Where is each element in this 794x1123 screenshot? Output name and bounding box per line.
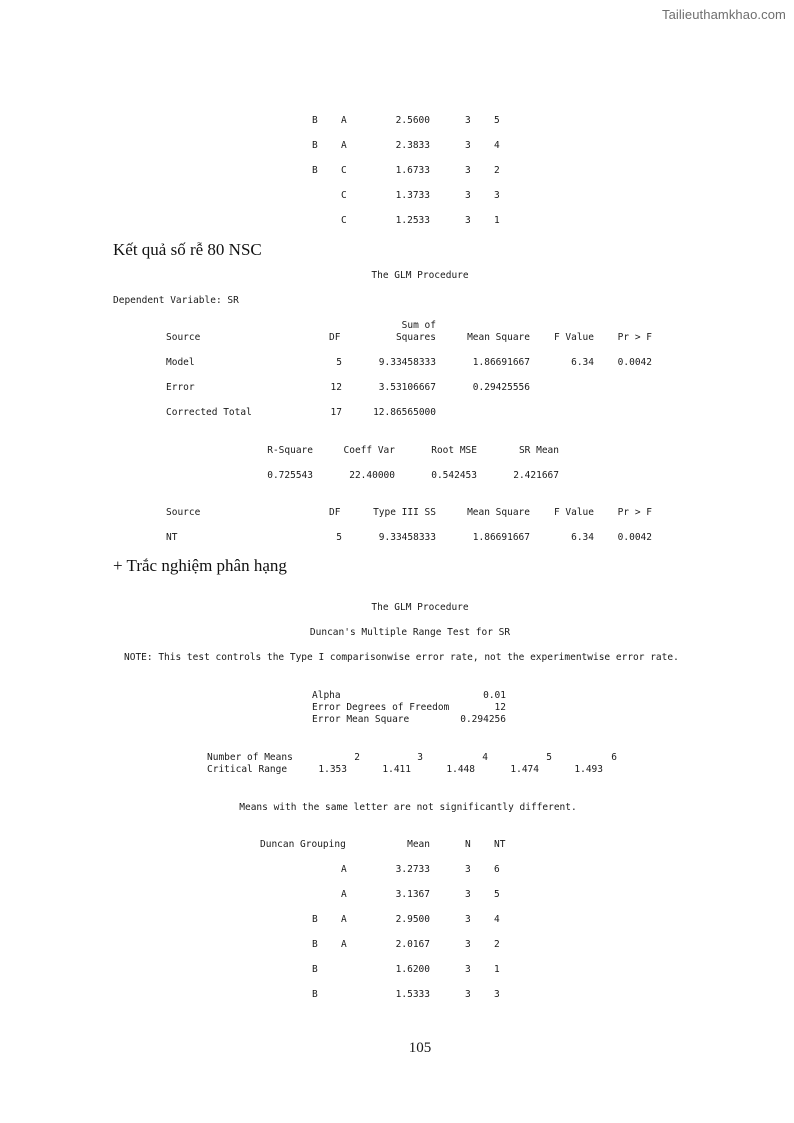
ms-cell: 0.29425556: [472, 382, 530, 393]
header-ms: Mean Square: [467, 507, 530, 518]
n-value: 3: [465, 190, 471, 201]
header-df: DF: [329, 507, 341, 518]
watermark: Tailieuthamkhao.com: [661, 7, 786, 22]
nt-value: 1: [494, 964, 500, 975]
grouping-letter: A: [341, 889, 347, 900]
header-ss: Squares: [395, 332, 436, 343]
mean-value: 1.6733: [395, 165, 430, 176]
f-cell: 6.34: [571, 357, 594, 368]
nt-value: 2: [494, 165, 500, 176]
n-value: 3: [465, 115, 471, 126]
source-cell: Error: [166, 382, 195, 393]
p-cell: 0.0042: [617, 357, 652, 368]
param-value: 12: [494, 702, 506, 713]
grouping-letter: A: [341, 115, 347, 126]
grouping-letter: C: [341, 165, 347, 176]
n-value: 3: [465, 914, 471, 925]
header-ss-top: Sum of: [401, 320, 436, 331]
nt-value: 5: [494, 115, 500, 126]
means-count: 5: [546, 752, 552, 763]
same-letter-note: Means with the same letter are not significantly different.: [239, 802, 577, 813]
ss-cell: 9.33458333: [378, 357, 436, 368]
section-heading: + Trắc nghiệm phân hạng: [113, 556, 287, 575]
header-f: F Value: [553, 507, 594, 518]
n-value: 3: [465, 939, 471, 950]
note-text: NOTE: This test controls the Type I comparisonwise error rate, not the experimentwise error rate.: [124, 652, 679, 663]
critical-value: 1.493: [574, 764, 603, 775]
mean-value: 1.5333: [395, 989, 430, 1000]
header-p: Pr > F: [617, 507, 652, 518]
grouping-letter: B: [312, 140, 318, 151]
n-value: 3: [465, 889, 471, 900]
mean-value: 2.5600: [395, 115, 430, 126]
grouping-letter: B: [312, 115, 318, 126]
page-number: 105: [408, 1040, 432, 1056]
critical-value: 1.411: [382, 764, 411, 775]
grouping-letter: C: [341, 215, 347, 226]
rmse-value: 0.542453: [431, 470, 477, 481]
grouping-letter: A: [341, 939, 347, 950]
nt-value: 6: [494, 864, 500, 875]
header-mean: SR Mean: [518, 445, 559, 456]
header-rmse: Root MSE: [431, 445, 477, 456]
grouping-letter: B: [312, 165, 318, 176]
n-value: 3: [465, 864, 471, 875]
ms-cell: 1.86691667: [472, 357, 530, 368]
ms-cell: 1.86691667: [472, 532, 530, 543]
means-count: 3: [417, 752, 423, 763]
param-value: 0.01: [483, 690, 506, 701]
mean-value: 1.3733: [395, 190, 430, 201]
header-p: Pr > F: [617, 332, 652, 343]
ss-cell: 9.33458333: [378, 532, 436, 543]
header-df: DF: [329, 332, 341, 343]
header-f: F Value: [553, 332, 594, 343]
mean-value: 3.2733: [395, 864, 430, 875]
nt-value: 3: [494, 190, 500, 201]
nt-value: 3: [494, 989, 500, 1000]
df-cell: 12: [330, 382, 342, 393]
param-label: Alpha: [312, 690, 341, 701]
dependent-variable: Dependent Variable: SR: [113, 295, 239, 306]
p-cell: 0.0042: [617, 532, 652, 543]
mean-value: 2.0167: [395, 939, 430, 950]
header-cv: Coeff Var: [343, 445, 395, 456]
nt-value: 2: [494, 939, 500, 950]
df-cell: 17: [330, 407, 342, 418]
rsq-value: 0.725543: [267, 470, 313, 481]
duncan-title: Duncan's Multiple Range Test for SR: [309, 627, 511, 638]
range-label: Number of Means: [207, 752, 293, 763]
header-n: N: [465, 839, 471, 850]
critical-value: 1.353: [318, 764, 347, 775]
source-cell: Model: [166, 357, 195, 368]
param-label: Error Degrees of Freedom: [312, 702, 450, 713]
range-label: Critical Range: [207, 764, 288, 775]
param-value: 0.294256: [460, 714, 506, 725]
grouping-letter: B: [312, 964, 318, 975]
param-label: Error Mean Square: [312, 714, 410, 725]
df-cell: 5: [336, 532, 342, 543]
mean-value: 2.421667: [513, 470, 559, 481]
grouping-letter: A: [341, 914, 347, 925]
source-cell: NT: [166, 532, 178, 543]
header-ss: Type III SS: [373, 507, 436, 518]
nt-value: 1: [494, 215, 500, 226]
glm-title: The GLM Procedure: [371, 602, 469, 613]
header-source: Source: [166, 332, 201, 343]
mean-value: 1.2533: [395, 215, 430, 226]
ss-cell: 3.53106667: [378, 382, 436, 393]
nt-value: 4: [494, 140, 500, 151]
critical-value: 1.448: [446, 764, 475, 775]
ss-cell: 12.86565000: [373, 407, 436, 418]
grouping-letter: B: [312, 914, 318, 925]
means-count: 2: [354, 752, 360, 763]
n-value: 3: [465, 215, 471, 226]
header-mean: Mean: [407, 839, 430, 850]
n-value: 3: [465, 140, 471, 151]
grouping-letter: A: [341, 140, 347, 151]
n-value: 3: [465, 165, 471, 176]
means-count: 4: [482, 752, 488, 763]
grouping-letter: C: [341, 190, 347, 201]
glm-title: The GLM Procedure: [371, 270, 469, 281]
grouping-letter: A: [341, 864, 347, 875]
cv-value: 22.40000: [349, 470, 395, 481]
critical-value: 1.474: [510, 764, 539, 775]
header-nt: NT: [494, 839, 506, 850]
header-source: Source: [166, 507, 201, 518]
header-rsq: R-Square: [267, 445, 313, 456]
means-count: 6: [611, 752, 617, 763]
mean-value: 1.6200: [395, 964, 430, 975]
header-ms: Mean Square: [467, 332, 530, 343]
mean-value: 2.3833: [395, 140, 430, 151]
header-grouping: Duncan Grouping: [260, 839, 346, 850]
nt-value: 4: [494, 914, 500, 925]
grouping-letter: B: [312, 939, 318, 950]
mean-value: 3.1367: [395, 889, 430, 900]
f-cell: 6.34: [571, 532, 594, 543]
grouping-letter: B: [312, 989, 318, 1000]
section-heading: Kết quả số rễ 80 NSC: [113, 240, 262, 259]
n-value: 3: [465, 964, 471, 975]
source-cell: Corrected Total: [166, 407, 252, 418]
nt-value: 5: [494, 889, 500, 900]
n-value: 3: [465, 989, 471, 1000]
df-cell: 5: [336, 357, 342, 368]
mean-value: 2.9500: [395, 914, 430, 925]
